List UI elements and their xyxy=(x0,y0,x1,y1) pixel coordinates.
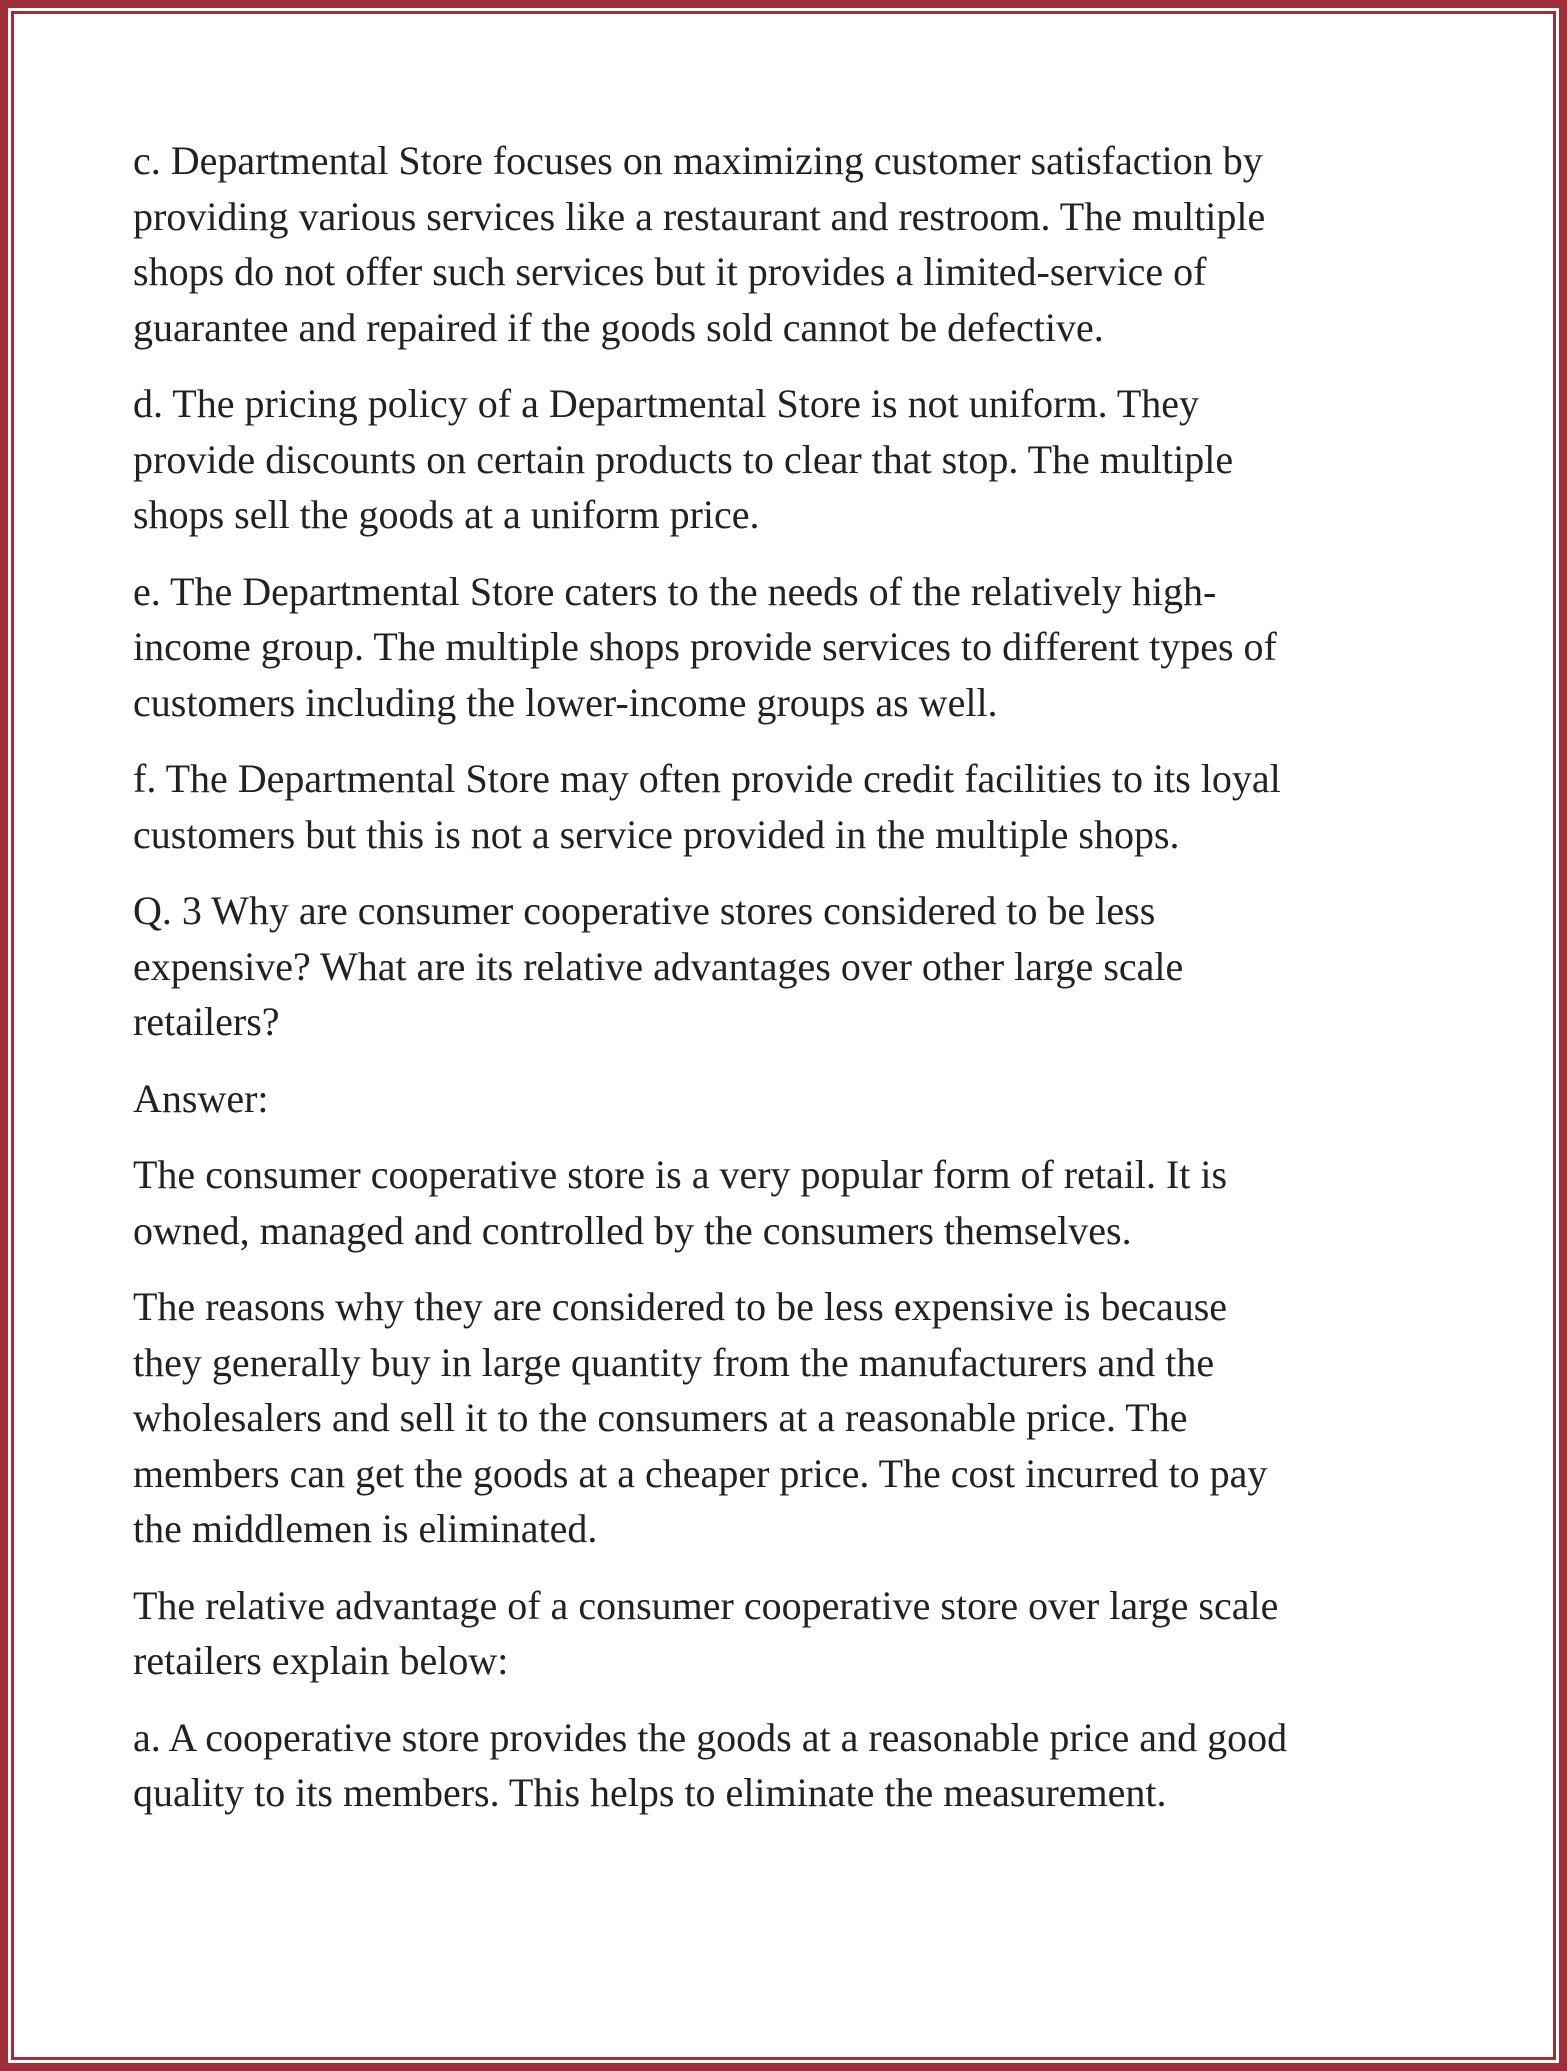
text-line: customers but this is not a service provided in the multiple shops. xyxy=(133,811,1180,857)
text-line: Answer: xyxy=(133,1075,269,1121)
text-line: expensive? What are its relative advantages over other large scale xyxy=(133,943,1184,989)
text-line: The relative advantage of a consumer cooperative store over large scale xyxy=(133,1582,1279,1628)
paragraph xyxy=(133,133,1453,355)
text-line: The reasons why they are considered to be less expensive is because xyxy=(133,1284,1228,1329)
paragraph xyxy=(133,883,1453,1050)
text-line: f. The Departmental Store may often provide credit facilities to its loyal xyxy=(133,756,1281,801)
text-line: members can get the goods at a cheaper price. The cost incurred to pay xyxy=(133,1450,1268,1496)
paragraph xyxy=(133,1147,1453,1258)
text-line: retailers? xyxy=(133,999,280,1044)
paragraph xyxy=(133,751,1453,862)
text-line: providing various services like a restaurant and restroom. The multiple xyxy=(133,193,1266,239)
text-line: The consumer cooperative store is a very popular form of retail. It is xyxy=(133,1152,1228,1197)
text-line: retailers explain below: xyxy=(133,1638,509,1683)
text-line: income group. The multiple shops provide services to different types of xyxy=(133,624,1277,669)
text-line: the middlemen is eliminated. xyxy=(133,1506,598,1551)
paragraph xyxy=(133,1071,1453,1127)
paragraph xyxy=(133,564,1453,731)
text-line: they generally buy in large quantity from the manufacturers and the xyxy=(133,1339,1215,1385)
text-line: shops do not offer such services but it provides a limited-service of xyxy=(133,249,1207,294)
document-body xyxy=(133,133,1453,1842)
text-line: d. The pricing policy of a Departmental Store is not uniform. They xyxy=(133,381,1200,426)
paragraph xyxy=(133,1710,1453,1821)
text-line: e. The Departmental Store caters to the needs of the relatively high- xyxy=(133,568,1217,614)
paragraph xyxy=(133,1279,1453,1557)
text-line: owned, managed and controlled by the consumers themselves. xyxy=(133,1207,1132,1253)
text-line: Q. 3 Why are consumer cooperative stores considered to be less xyxy=(133,888,1156,933)
text-line: quality to its members. This helps to eliminate the measurement. xyxy=(133,1770,1167,1815)
text-line: customers including the lower-income groups as well. xyxy=(133,679,998,725)
paragraph xyxy=(133,1578,1453,1689)
text-line: wholesalers and sell it to the consumers at a reasonable price. The xyxy=(133,1395,1188,1440)
text-line: shops sell the goods at a uniform price. xyxy=(133,492,760,537)
text-line: c. Departmental Store focuses on maximizing customer satisfaction by xyxy=(133,138,1263,183)
text-line: guarantee and repaired if the goods sold cannot be defective. xyxy=(133,304,1104,350)
paragraph xyxy=(133,376,1453,543)
text-line: provide discounts on certain products to clear that stop. The multiple xyxy=(133,436,1234,482)
text-line: a. A cooperative store provides the goods at a reasonable price and good xyxy=(133,1714,1288,1760)
